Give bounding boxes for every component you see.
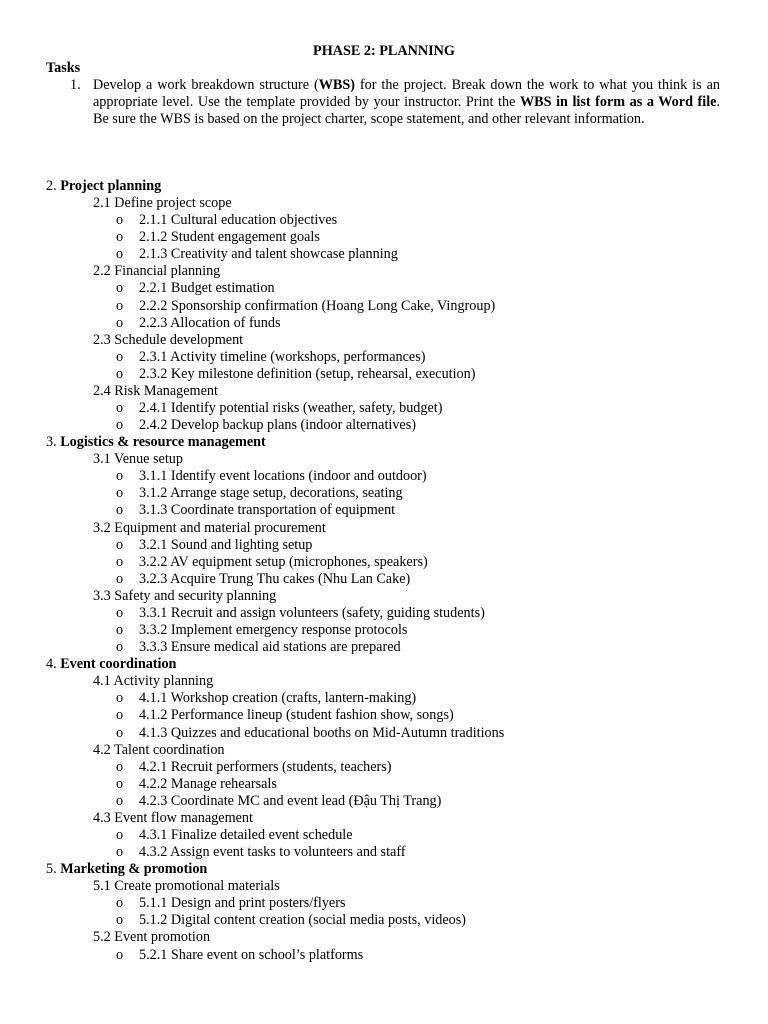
item-label: 4.3.2 Assign event tasks to volunteers and staff: [139, 844, 406, 861]
section-number: 4.: [46, 656, 57, 673]
wbs-item: [0, 776, 768, 793]
item-label: 3.3.3 Ensure medical aid stations are prepared: [139, 639, 401, 656]
item-label: 2.3.2 Key milestone definition (setup, rehearsal, execution): [139, 365, 476, 382]
bullet-icon: o: [116, 365, 124, 382]
wbs-item: [0, 417, 768, 434]
wbs-item: [0, 793, 768, 810]
wbs-subsection: 4.2 Talent coordination: [93, 741, 225, 758]
wbs-item: [0, 759, 768, 776]
wbs-item: [0, 622, 768, 639]
bullet-icon: o: [116, 792, 124, 809]
item-label: 4.1.3 Quizzes and educational booths on Mid-Autumn traditions: [139, 724, 505, 741]
task-text: [93, 77, 720, 128]
task-item-1: [46, 77, 720, 128]
wbs-item: [0, 912, 768, 929]
wbs-item: [0, 400, 768, 417]
wbs-item: [0, 707, 768, 724]
item-label: 4.2.2 Manage rehearsals: [139, 775, 277, 792]
item-label: 4.1.2 Performance lineup (student fashion show, songs): [139, 707, 454, 724]
wbs-item: [0, 280, 768, 297]
wbs-list: [0, 178, 768, 964]
wbs-item: [0, 212, 768, 229]
item-label: 3.2.2 AV equipment setup (microphones, speakers): [139, 553, 428, 570]
wbs-item: [0, 571, 768, 588]
item-label: 4.3.1 Finalize detailed event schedule: [139, 826, 353, 843]
wbs-subsection: 4.3 Event flow management: [93, 809, 253, 826]
item-label: 3.1.2 Arrange stage setup, decorations, seating: [139, 485, 403, 502]
wbs-subsection: 2.3 Schedule development: [93, 331, 244, 348]
item-label: 2.3.1 Activity timeline (workshops, performances): [139, 348, 426, 365]
wbs-subsection: 2.2 Financial planning: [93, 263, 221, 280]
section-number: 3.: [46, 434, 57, 451]
bullet-icon: o: [116, 502, 124, 519]
bullet-icon: o: [116, 912, 124, 929]
section-title: Project planning: [60, 178, 162, 194]
bullet-icon: o: [116, 468, 124, 485]
wbs-subsection: 3.2 Equipment and material procurement: [93, 519, 326, 536]
bullet-icon: o: [116, 724, 124, 741]
section-title: Marketing & promotion: [60, 861, 208, 878]
wbs-item: [0, 246, 768, 263]
bullet-icon: o: [116, 758, 124, 775]
bullet-icon: o: [116, 348, 124, 365]
bullet-icon: o: [116, 314, 124, 331]
bullet-icon: o: [116, 212, 124, 229]
item-label: 2.2.3 Allocation of funds: [139, 314, 281, 331]
item-label: 2.1.3 Creativity and talent showcase planning: [139, 246, 398, 263]
bullet-icon: o: [116, 604, 124, 621]
wbs-item: [0, 895, 768, 912]
task-number: 1.: [70, 77, 81, 93]
task-text-part: Develop a work breakdown structure (: [93, 77, 319, 93]
wbs-item: [0, 537, 768, 554]
wbs-item: [0, 468, 768, 485]
bullet-icon: o: [116, 775, 124, 792]
section-number: 5.: [46, 861, 57, 878]
page-title: PHASE 2: PLANNING: [313, 43, 455, 59]
wbs-item: [0, 639, 768, 656]
bullet-icon: o: [116, 417, 124, 434]
wbs-item: [0, 844, 768, 861]
wbs-section: [0, 178, 768, 195]
item-label: 2.2.1 Budget estimation: [139, 280, 275, 297]
wbs-item: [0, 605, 768, 622]
wbs-item: [0, 725, 768, 742]
item-label: 3.3.1 Recruit and assign volunteers (safety, guiding students): [139, 604, 485, 621]
bullet-icon: o: [116, 485, 124, 502]
bullet-icon: o: [116, 844, 124, 861]
wbs-subsection: 2.4 Risk Management: [93, 382, 218, 399]
bullet-icon: o: [116, 826, 124, 843]
wbs-item: [0, 485, 768, 502]
wbs-subsection: 5.2 Event promotion: [93, 929, 211, 946]
item-label: 3.1.3 Coordinate transportation of equipment: [139, 502, 396, 519]
wbs-item: [0, 690, 768, 707]
wbs-subsection: 2.1 Define project scope: [93, 195, 232, 212]
bullet-icon: o: [116, 690, 124, 707]
wbs-item: [0, 827, 768, 844]
wbs-item: [0, 366, 768, 383]
item-label: 2.1.2 Student engagement goals: [139, 229, 320, 246]
bullet-icon: o: [116, 946, 124, 963]
section-number: 2.: [46, 178, 57, 194]
item-label: 3.3.2 Implement emergency response protocols: [139, 622, 408, 639]
item-label: 5.1.2 Digital content creation (social media posts, videos): [139, 912, 467, 929]
bullet-icon: o: [116, 622, 124, 639]
wbs-section: [0, 861, 768, 878]
item-label: 5.1.1 Design and print posters/flyers: [139, 895, 346, 912]
item-label: 5.2.1 Share event on school’s platforms: [139, 946, 364, 963]
item-label: 3.1.1 Identify event locations (indoor and outdoor): [139, 468, 427, 485]
item-label: 4.1.1 Workshop creation (crafts, lantern-making): [139, 690, 417, 707]
bullet-icon: o: [116, 280, 124, 297]
bullet-icon: o: [116, 639, 124, 656]
task-text-part: for the project. Break down the work to what you think is an appropriate level. Use the template provided by your instructor. Print the: [93, 77, 720, 110]
wbs-subsection: 3.3 Safety and security planning: [93, 587, 277, 604]
section-title: Logistics & resource management: [60, 434, 266, 451]
wbs-section: [0, 434, 768, 451]
wbs-subsection: 5.1 Create promotional materials: [93, 878, 280, 895]
wbs-item: [0, 229, 768, 246]
item-label: 3.2.1 Sound and lighting setup: [139, 536, 313, 553]
bullet-icon: o: [116, 246, 124, 263]
bullet-icon: o: [116, 229, 124, 246]
item-label: 2.4.2 Develop backup plans (indoor alternatives): [139, 417, 416, 434]
wbs-subsection: 3.1 Venue setup: [93, 451, 183, 468]
bullet-icon: o: [116, 400, 124, 417]
bullet-icon: o: [116, 895, 124, 912]
bullet-icon: o: [116, 707, 124, 724]
item-label: 4.2.1 Recruit performers (students, teachers): [139, 758, 392, 775]
wbs-item: [0, 554, 768, 571]
item-label: 3.2.3 Acquire Trung Thu cakes (Nhu Lan Cake): [139, 570, 411, 587]
item-label: 2.4.1 Identify potential risks (weather, safety, budget): [139, 400, 443, 417]
task-text-bold: WBS): [318, 77, 355, 93]
bullet-icon: o: [116, 553, 124, 570]
bullet-icon: o: [116, 297, 124, 314]
task-text-part: . Be sure the WBS is based on the project charter, scope statement, and other relevant information.: [93, 94, 720, 127]
wbs-section: [0, 656, 768, 673]
wbs-item: [0, 349, 768, 366]
bullet-icon: o: [116, 536, 124, 553]
item-label: 2.2.2 Sponsorship confirmation (Hoang Long Cake, Vingroup): [139, 297, 496, 314]
bullet-icon: o: [116, 570, 124, 587]
section-title: Event coordination: [60, 656, 177, 673]
wbs-item: [0, 298, 768, 315]
item-label: 4.2.3 Coordinate MC and event lead (Đậu Thị Trang): [139, 792, 442, 809]
tasks-heading: Tasks: [46, 60, 81, 76]
task-text-bold: WBS in list form as a Word file: [519, 94, 717, 110]
item-label: 2.1.1 Cultural education objectives: [139, 212, 338, 229]
wbs-item: [0, 315, 768, 332]
wbs-subsection: 4.1 Activity planning: [93, 673, 214, 690]
wbs-item: [0, 502, 768, 519]
wbs-item: [0, 947, 768, 964]
